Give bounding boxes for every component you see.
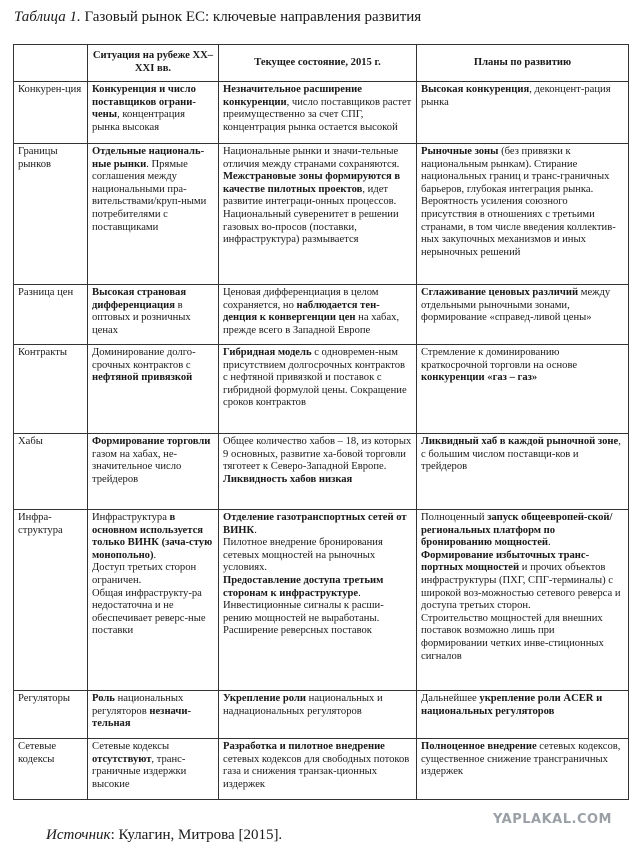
current-cell: Незначительное расширение конкуренции, число поставщиков растет преимущественно за счет СПГ, концентрация рынка остается высокой — [219, 82, 417, 144]
table-caption — [14, 9, 421, 26]
source-text: : Кулагин, Митрова [2015]. — [110, 827, 283, 843]
current-cell: Общее количество хабов – 18, из которых 9 основных, развитие ха-бовой торговли тяготеет к Северо-Западной Европе. Ликвидность хабов низкая — [219, 434, 417, 510]
table-row — [14, 510, 629, 691]
situation-cell: Инфраструктура в основном используется только ВИНК (зача-стую монопольно). Доступ третьих сторон ограничен. Общая инфраструкту-ра недостаточна и не обеспечивает реверс-ные поставки — [88, 510, 219, 691]
table-row — [14, 82, 629, 144]
header-cell-situation — [88, 45, 219, 82]
table-body — [14, 82, 629, 800]
plans-cell: Дальнейшее укрепление роли ACER и национальных регуляторов — [417, 691, 629, 739]
plans-cell: Полноценный запуск общеевропей-ской/ региональных платформ по бронированию мощностей. Формирование избыточных транс-портных мощностей и прочих объектов инфраструктуры (ПХГ, СПГ-терминалы) с широкой воз-можностью сетевого реверса и доступа третьих сторон. Строительство мощностей для внешних поставок возможно лишь при формировании четких инве-стиционных сигналов — [417, 510, 629, 691]
situation-cell: Доминирование долго-срочных контрактов с нефтяной привязкой — [88, 345, 219, 434]
current-cell: Национальные рынки и значи-тельные отличия между странами сохраняются. Межстрановые зоны формируются в качестве пилотных проектов, идет развитие интеграци-онных процессов. Национальный суверенитет в решении газовых во-просов (поставки, инфраструктура) размывается — [219, 144, 417, 285]
caption-title: Газовый рынок ЕС: ключевые направления развития — [84, 9, 422, 25]
header-situation-text: Ситуация на рубеже XX–XXI вв. — [92, 50, 214, 74]
plans-cell: Рыночные зоны (без привязки к национальным рынкам). Стирание национальных границ и транс-граничных барьеров, глубокая интеграция рынка. Вероятность усиления союзного присутствия в отношениях с третьими странами, в том числе введения коллектив-ных закупочных механизмов и иных нерыночных решений — [417, 144, 629, 285]
table-row — [14, 345, 629, 434]
header-current-text: Текущее состояние, 2015 г. — [254, 56, 381, 68]
watermark: YAPLAKAL.COM — [493, 812, 612, 827]
current-cell: Гибридная модель с одновремен-ным присутствием долгосрочных контрактов с нефтяной привязкой и поставок с гибридной формулой цены. Сокращение сроков контрактов — [219, 345, 417, 434]
situation-cell: Отдельные националь-ные рынки. Прямые соглашения между национальными пра-вительствами/круп-ными потребителями с поставщиками — [88, 144, 219, 285]
table-header-row — [14, 45, 629, 82]
row-label: Разница цен — [14, 285, 88, 345]
gas-market-table — [13, 44, 629, 800]
current-cell: Отделение газотранспортных сетей от ВИНК. Пилотное внедрение бронирования сетевых мощностей на рыночных условиях. Предоставление доступа третьим сторонам к инфраструктуре. Инвестиционные сигналы к расши-рению мощностей не выработаны. Расширение реверсных поставок — [219, 510, 417, 691]
situation-cell: Формирование торговли газом на хабах, не-значительное число трейдеров — [88, 434, 219, 510]
table-row — [14, 739, 629, 800]
row-label: Сетевые кодексы — [14, 739, 88, 800]
table-row — [14, 144, 629, 285]
row-label: Регуляторы — [14, 691, 88, 739]
row-label: Границы рынков — [14, 144, 88, 285]
header-cell-current — [219, 45, 417, 82]
plans-cell: Высокая конкуренция, деконцент-рация рынка — [417, 82, 629, 144]
row-label: Хабы — [14, 434, 88, 510]
row-label: Контракты — [14, 345, 88, 434]
situation-cell: Сетевые кодексы отсутствуют, транс-граничные издержки высокие — [88, 739, 219, 800]
situation-cell: Высокая страновая дифференциация в оптовых и розничных ценах — [88, 285, 219, 345]
table-row — [14, 434, 629, 510]
caption-label: Таблица 1. — [14, 9, 81, 25]
situation-cell: Роль национальных регуляторов незначи-тельная — [88, 691, 219, 739]
row-label: Инфра-структура — [14, 510, 88, 691]
source-note — [46, 827, 282, 844]
header-plans-text: Планы по развитию — [473, 56, 572, 68]
current-cell: Ценовая дифференциация в целом сохраняется, но наблюдается тен-денция к конвергенции цен на хабах, прежде всего в Западной Европе — [219, 285, 417, 345]
source-label: Источник — [46, 827, 111, 843]
plans-cell: Сглаживание ценовых различий между отдельными рыночными зонами, формирование «справед-ливой цены» — [417, 285, 629, 345]
header-cell-empty — [14, 45, 88, 82]
plans-cell: Полноценное внедрение сетевых кодексов, существенное снижение трансграничных издержек — [417, 739, 629, 800]
table-row — [14, 285, 629, 345]
header-cell-plans — [417, 45, 629, 82]
current-cell: Разработка и пилотное внедрение сетевых кодексов для свободных потоков газа и снижения транзак-ционных издержек — [219, 739, 417, 800]
plans-cell: Ликвидный хаб в каждой рыночной зоне, с большим числом поставщи-ков и трейдеров — [417, 434, 629, 510]
plans-cell: Стремление к доминированию краткосрочной торговли на основе конкуренции «газ – газ» — [417, 345, 629, 434]
situation-cell: Конкуренция и число поставщиков ограни-чены, концентрация рынка высокая — [88, 82, 219, 144]
row-label: Конкурен-ция — [14, 82, 88, 144]
table-row — [14, 691, 629, 739]
current-cell: Укрепление роли национальных и наднациональных регуляторов — [219, 691, 417, 739]
